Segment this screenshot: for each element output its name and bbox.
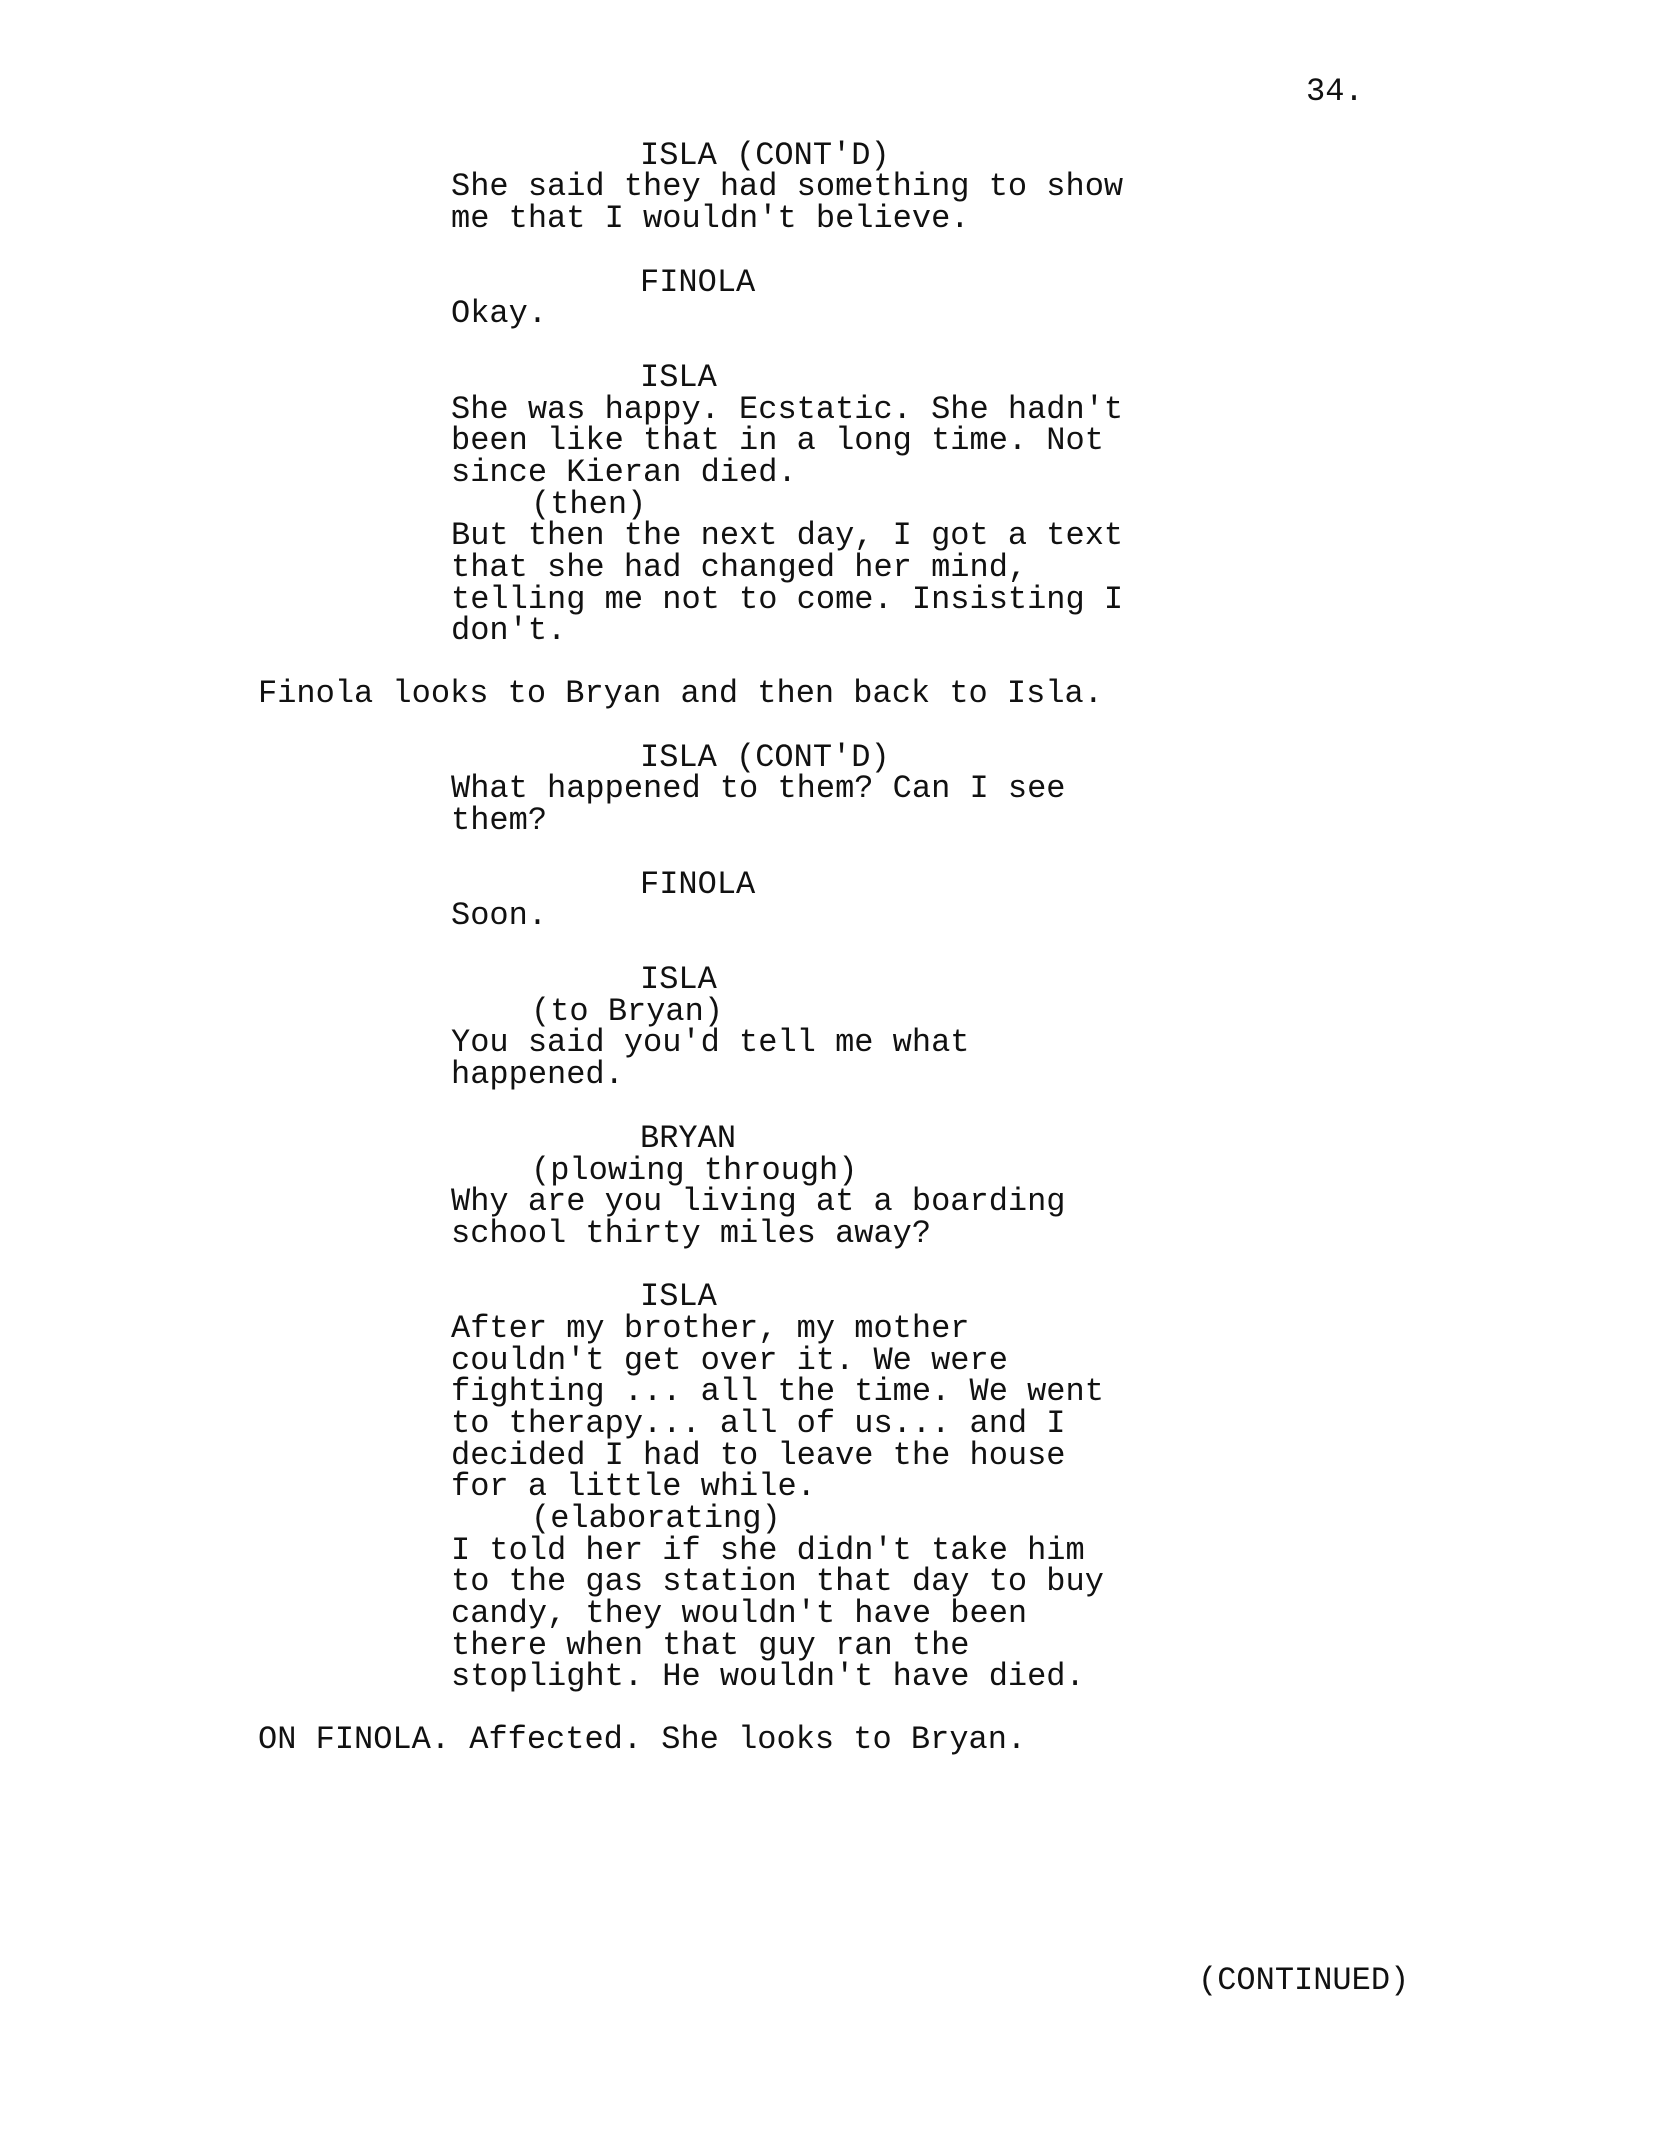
script-line-dialogue: don't.	[451, 612, 567, 649]
script-line-dialogue: Soon.	[451, 897, 548, 934]
script-line-dialogue: But then the next day, I got a text	[451, 517, 1124, 554]
script-line-action: Finola looks to Bryan and then back to Isla.	[258, 675, 1103, 712]
script-line-dialogue: school thirty miles away?	[451, 1215, 932, 1252]
script-line-action: ON FINOLA. Affected. She looks to Bryan.	[258, 1721, 1027, 1758]
script-line-character: ISLA (CONT'D)	[640, 739, 890, 776]
script-line-dialogue: couldn't get over it. We were	[451, 1342, 1008, 1379]
script-line-dialogue: to therapy... all of us... and I	[451, 1405, 1066, 1442]
script-line-dialogue: since Kieran died.	[451, 454, 797, 491]
script-line-character: BRYAN	[640, 1120, 737, 1157]
script-line-dialogue: I told her if she didn't take him	[451, 1532, 1085, 1569]
script-line-character: FINOLA	[640, 866, 756, 903]
script-line-dialogue: that she had changed her mind,	[451, 549, 1028, 586]
continued-label: (CONTINUED)	[1198, 1962, 1410, 1999]
script-line-parenthetical: (to Bryan)	[531, 993, 724, 1030]
script-line-dialogue: to the gas station that day to buy	[451, 1563, 1104, 1600]
script-line-character: FINOLA	[640, 264, 756, 301]
script-line-parenthetical: (then)	[531, 486, 647, 523]
script-line-dialogue: stoplight. He wouldn't have died.	[451, 1658, 1085, 1695]
script-line-character: ISLA	[640, 961, 717, 998]
script-line-dialogue: for a little while.	[451, 1468, 816, 1505]
script-line-dialogue: there when that guy ran the	[451, 1627, 970, 1664]
script-line-dialogue: Why are you living at a boarding	[451, 1183, 1066, 1220]
script-line-parenthetical: (plowing through)	[531, 1152, 858, 1189]
script-line-dialogue: me that I wouldn't believe.	[451, 200, 970, 237]
script-line-dialogue: You said you'd tell me what	[451, 1024, 970, 1061]
script-line-character: ISLA	[640, 359, 717, 396]
script-line-dialogue: been like that in a long time. Not	[451, 422, 1104, 459]
script-line-dialogue: decided I had to leave the house	[451, 1437, 1066, 1474]
page-number: 34.	[1306, 73, 1364, 110]
script-line-dialogue: She said they had something to show	[451, 168, 1124, 205]
script-line-dialogue: After my brother, my mother	[451, 1310, 970, 1347]
script-line-character: ISLA (CONT'D)	[640, 137, 890, 174]
script-line-dialogue: happened.	[451, 1056, 624, 1093]
script-line-dialogue: She was happy. Ecstatic. She hadn't	[451, 391, 1124, 428]
script-line-dialogue: them?	[451, 802, 548, 839]
script-line-parenthetical: (elaborating)	[531, 1500, 781, 1537]
script-line-dialogue: fighting ... all the time. We went	[451, 1373, 1104, 1410]
script-line-dialogue: Okay.	[451, 295, 548, 332]
script-line-dialogue: telling me not to come. Insisting I	[451, 581, 1124, 618]
script-line-dialogue: What happened to them? Can I see	[451, 770, 1066, 807]
script-line-dialogue: candy, they wouldn't have been	[451, 1595, 1028, 1632]
script-line-character: ISLA	[640, 1278, 717, 1315]
